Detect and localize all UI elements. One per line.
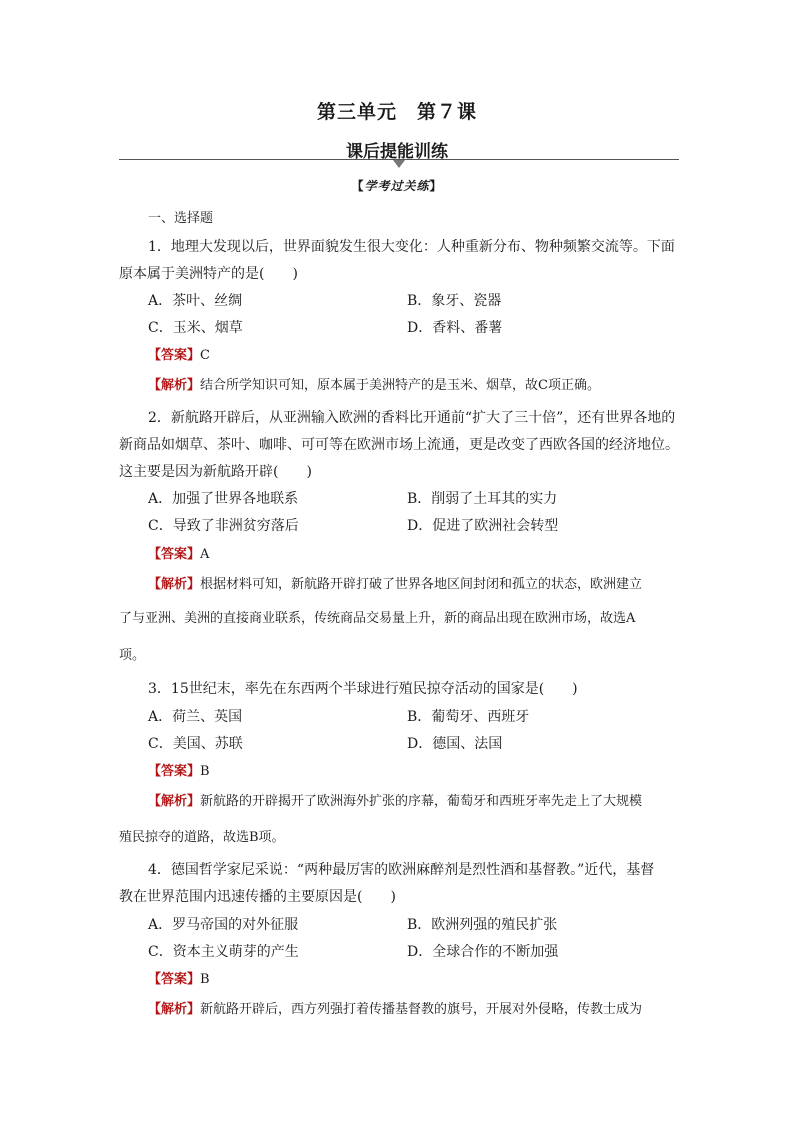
answer-value: A bbox=[200, 547, 210, 562]
answer-tag: 【答案】 bbox=[148, 348, 201, 363]
page-subtitle: 课后提能训练 bbox=[346, 142, 448, 162]
answer-row bbox=[148, 545, 209, 564]
analysis-row bbox=[148, 1001, 642, 1019]
option-c: C．导致了非洲贫穷落后 bbox=[148, 518, 299, 534]
answer-tag: 【答案】 bbox=[148, 764, 201, 779]
option-b: B．葡萄牙、西班牙 bbox=[407, 709, 530, 725]
analysis-tag: 【解析】 bbox=[148, 378, 201, 393]
analysis-text: 新航路的开辟揭开了欧洲海外扩张的序幕，葡萄牙和西班牙率先走上了大规模 bbox=[200, 794, 643, 809]
analysis-tag: 【解析】 bbox=[148, 1002, 201, 1017]
analysis-row bbox=[148, 793, 642, 811]
banner-bracket-left: 【 bbox=[351, 179, 365, 193]
question-stem-line: 3．15世纪末，率先在东西两个半球进行殖民掠夺活动的国家是( ) bbox=[148, 681, 578, 697]
analysis-tag: 【解析】 bbox=[148, 794, 201, 809]
option-d: D．全球合作的不断加强 bbox=[407, 944, 559, 960]
section-banner bbox=[0, 177, 794, 194]
analysis-text: 项。 bbox=[119, 648, 146, 663]
page-title: 第三单元 第７课 bbox=[316, 101, 477, 123]
answer-value: C bbox=[200, 348, 210, 363]
analysis-text: 了与亚洲、美洲的直接商业联系，传统商品交易量上升，新的商品出现在欧洲市场，故选A bbox=[119, 611, 636, 626]
option-d: D．香料、番薯 bbox=[407, 320, 503, 336]
option-c: C．美国、苏联 bbox=[148, 736, 243, 752]
triangle-marker-icon bbox=[393, 160, 405, 168]
answer-tag: 【答案】 bbox=[148, 972, 201, 987]
answer-row bbox=[148, 346, 210, 365]
analysis-row bbox=[148, 576, 642, 594]
question-stem-line: 1．地理大发现以后，世界面貌发生很大变化：人种重新分布、物种频繁交流等。下面 bbox=[148, 239, 675, 255]
option-c: C．玉米、烟草 bbox=[148, 320, 243, 336]
banner-bracket-right: 】 bbox=[429, 179, 443, 193]
answer-value: B bbox=[200, 972, 210, 987]
option-a: A．茶叶、丝绸 bbox=[148, 293, 243, 309]
banner-text: 学考过关练 bbox=[364, 179, 430, 193]
option-b: B．象牙、瓷器 bbox=[407, 293, 502, 309]
option-d: D．促进了欧洲社会转型 bbox=[407, 518, 559, 534]
option-b: B．欧洲列强的殖民扩张 bbox=[407, 917, 558, 933]
analysis-text: 新航路开辟后，西方列强打着传播基督教的旗号，开展对外侵略，传教士成为 bbox=[200, 1002, 643, 1017]
option-c: C．资本主义萌芽的产生 bbox=[148, 944, 299, 960]
option-d: D．德国、法国 bbox=[407, 736, 503, 752]
analysis-tag: 【解析】 bbox=[148, 577, 201, 592]
analysis-text: 根据材料可知，新航路开辟打破了世界各地区间封闭和孤立的状态，欧洲建立 bbox=[200, 577, 643, 592]
answer-row bbox=[148, 762, 210, 781]
answer-tag: 【答案】 bbox=[148, 547, 201, 562]
option-b: B．削弱了土耳其的实力 bbox=[407, 491, 558, 507]
question-stem-line: 教在世界范围内迅速传播的主要原因是( ) bbox=[119, 889, 396, 905]
option-a: A．加强了世界各地联系 bbox=[148, 491, 299, 507]
question-stem-line: 2．新航路开辟后，从亚洲输入欧洲的香料比开通前“扩大了三十倍”，还有世界各地的 bbox=[148, 410, 676, 426]
option-a: A．荷兰、英国 bbox=[148, 709, 243, 725]
analysis-text: 殖民掠夺的道路，故选B项。 bbox=[119, 830, 285, 845]
question-stem-line: 原本属于美洲特产的是( ) bbox=[119, 266, 298, 282]
answer-row bbox=[148, 970, 210, 989]
answer-value: B bbox=[200, 764, 210, 779]
question-stem-line: 4．德国哲学家尼采说：“两种最厉害的欧洲麻醉剂是烈性酒和基督教。”近代，基督 bbox=[148, 862, 655, 878]
analysis-text: 结合所学知识可知，原本属于美洲特产的是玉米、烟草，故C项正确。 bbox=[200, 378, 600, 393]
option-a: A．罗马帝国的对外征服 bbox=[148, 917, 299, 933]
analysis-row bbox=[148, 377, 600, 395]
question-stem-line: 这主要是因为新航路开辟( ) bbox=[119, 464, 312, 480]
section-heading: 一、选择题 bbox=[148, 211, 214, 226]
question-stem-line: 新商品如烟草、茶叶、咖啡、可可等在欧洲市场上流通，更是改变了西欧各国的经济地位。 bbox=[119, 437, 679, 453]
